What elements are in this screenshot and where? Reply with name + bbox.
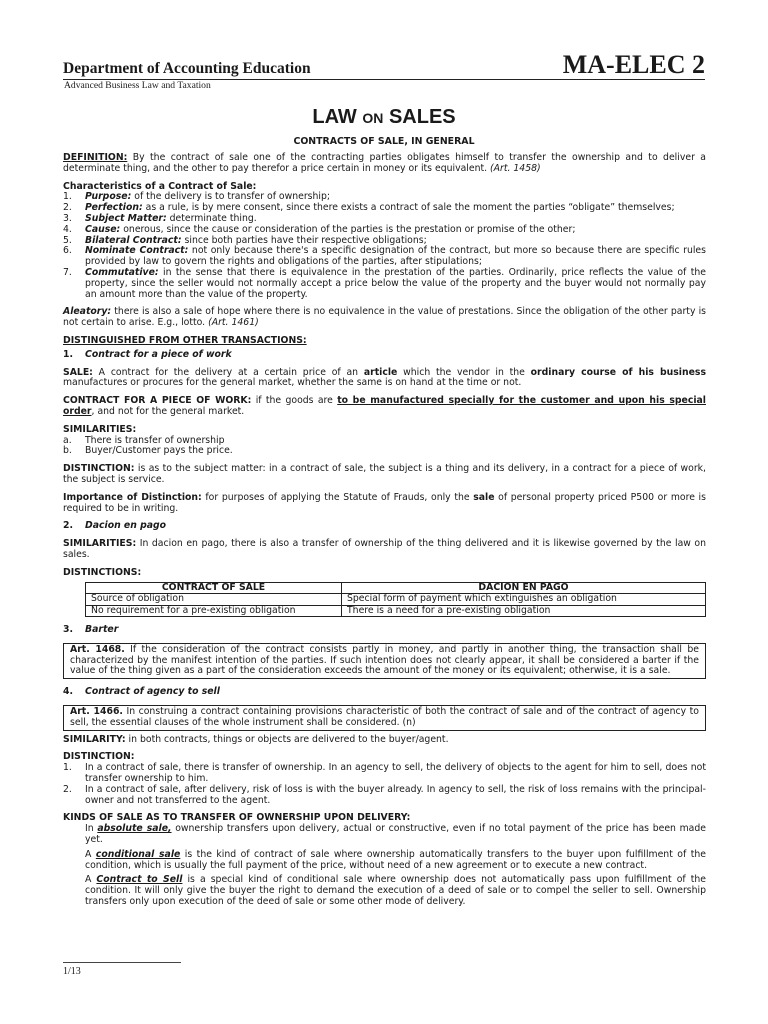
item-number: 2. (63, 202, 72, 214)
item-text: There is transfer of ownership (85, 434, 225, 446)
item-text: since both parties have their respective obligations; (181, 234, 427, 246)
distinction-paragraph (63, 464, 706, 486)
section-3-heading (63, 625, 706, 636)
aleatory-paragraph (63, 307, 706, 329)
document-body (63, 153, 706, 915)
section-2-heading (63, 521, 706, 532)
item-number: 1. (63, 762, 72, 774)
piece-of-work-definition (63, 396, 706, 418)
section-number: 3. (63, 624, 74, 635)
text: is as to the subject matter: in a contract of sale, the subject is a thing and its delivery, in a contract for a piece of work, the subject is service. (63, 463, 706, 485)
list-item (63, 246, 706, 268)
comparison-table (85, 582, 706, 618)
piece-of-work-label: CONTRACT FOR A PIECE OF WORK: (63, 395, 252, 407)
characteristics-heading: Characteristics of a Contract of Sale: (63, 180, 257, 192)
distinctions-heading: DISTINCTIONS: (63, 566, 142, 578)
item-label: Perfection: (85, 202, 143, 214)
term: absolute sale, (97, 823, 172, 835)
article-label: Art. 1468. (70, 643, 125, 655)
term: Contract to Sell (96, 874, 183, 886)
table-cell: No requirement for a pre-existing obligation (86, 605, 342, 617)
text: , and not for the general market. (91, 405, 245, 417)
text: manufactures or procures for the general market, whether the same is on hand at the time or not. (63, 377, 522, 389)
sale-label: SALE: (63, 366, 93, 378)
item-text: onerous, since the cause or consideration of the parties is the prestation or promise of the other; (120, 223, 576, 235)
item-label: Cause: (85, 223, 121, 235)
item-number: 7. (63, 266, 72, 278)
text: A (85, 848, 96, 860)
similarities-heading: SIMILARITIES: (63, 423, 137, 435)
text: In dacion en pago, there is also a transfer of ownership of the thing delivered and it is likewise governed by the law on sales. (63, 538, 706, 560)
text: is the kind of contract of sale where ownership automatically transfers to the buyer upon fulfillment of the condition, which is usually the full payment of the price, without need of a new agreement or to execute a new contract. (85, 848, 706, 871)
item-label: Subject Matter: (85, 212, 167, 224)
table-cell: There is a need for a pre-existing obligation (342, 605, 706, 617)
item-number: 4. (63, 223, 72, 235)
item-text: in the sense that there is equivalence in the prestation of the parties. Ordinarily, price reflects the value of the property, since the seller would not normally accept a price below the value of the property and the buyer would not normally pay an amount more than the value of the property. (85, 266, 706, 300)
text: A (85, 874, 97, 886)
department-heading: Department of Accounting Education (63, 60, 311, 77)
item-number: 3. (63, 212, 72, 224)
distinction-heading: DISTINCTION: (63, 751, 135, 763)
table-row (86, 594, 706, 606)
definition-paragraph (63, 153, 706, 175)
document-title (0, 106, 768, 129)
item-text: In a contract of sale, after delivery, risk of loss is with the buyer already. In agency to sell, the risk of loss remains with the principal-owner and not transferred to the agent. (85, 783, 706, 806)
section-number: 2. (63, 520, 74, 532)
item-label: Commutative: (85, 266, 159, 278)
list-item (63, 446, 706, 457)
article-1468-box (63, 643, 706, 679)
definition-text: By the contract of sale one of the contracting parties obligates himself to transfer the ownership and to deliver a determinate thing, and the other to pay therefor a price certain in money or its equivalent. (63, 152, 706, 174)
conditional-sale-paragraph (63, 850, 706, 872)
aleatory-ref: (Art. 1461) (208, 317, 259, 329)
characteristics-list (63, 192, 706, 300)
text: A contract for the delivery at a certain price of an (92, 366, 364, 378)
importance-label: Importance of Distinction: (63, 491, 202, 503)
article-1466-box (63, 705, 706, 731)
item-label: Bilateral Contract: (85, 234, 182, 246)
article-text: If the consideration of the contract consists partly in money, and partly in another thing, the transaction shall be characterized by the manifest intention of the parties. If such intention does not clearly appear, it shall be considered a barter if the value of the thing given as a part of the consideration exceeds the amount of the money or its equivalent; otherwise, it is a sale. (70, 643, 699, 677)
article-text: In construing a contract containing provisions characteristic of both the contract of sale and of the contract of agency to sell, the essential clauses of the whole instrument shall be considered. (n) (70, 705, 699, 728)
importance-paragraph (63, 493, 706, 515)
section-4-heading (63, 687, 706, 698)
text: ownership transfers upon delivery, actual or constructive, even if no total payment of the price has been made yet. (85, 823, 706, 845)
item-number: 1. (63, 191, 72, 203)
title-part-law: LAW (312, 106, 357, 128)
list-item (63, 763, 706, 785)
distinguished-heading: DISTINGUISHED FROM OTHER TRANSACTIONS: (63, 334, 307, 346)
section-1-heading (63, 350, 706, 361)
section-title: Contract for a piece of work (85, 348, 232, 360)
article-label: Art. 1466. (70, 705, 123, 717)
footer-rule (63, 962, 181, 963)
text: is a special kind of conditional sale where ownership does not automatically pass upon fulfillment of the condition. It will only give the buyer the right to demand the execution of a deed of sale or to compel the seller to sell. Ownership transfers only upon execution of the deed of sale or some other mode of delivery. (85, 874, 706, 907)
text: which the vendor in the (397, 366, 531, 378)
item-number: b. (63, 445, 72, 457)
item-text: not only because there's a specific designation of the contract, but more so because there are specific rules provided by law to govern the rights and obligations of the parties, after stipulations; (85, 245, 706, 268)
document-subtitle: CONTRACTS OF SALE, IN GENERAL (293, 136, 475, 147)
item-number: 5. (63, 234, 72, 246)
item-text: as a rule, is by mere consent, since there exists a contract of sale the moment the parties “obligate” themselves; (142, 202, 675, 214)
section-title: Barter (85, 624, 119, 635)
table-cell: Special form of payment which extinguishes an obligation (342, 594, 706, 606)
definition-label: DEFINITION: (63, 152, 128, 163)
list-item (63, 268, 706, 300)
text: of personal property priced P500 or more is required to be in writing. (63, 491, 706, 514)
similarities-list (63, 436, 706, 458)
term: conditional sale (95, 848, 181, 860)
item-label: Nominate Contract: (85, 245, 189, 257)
absolute-sale-paragraph (63, 824, 706, 846)
list-item (63, 785, 706, 807)
emphasis: ordinary course of his business (530, 366, 706, 378)
table-cell: Source of obligation (86, 594, 342, 606)
text: for purposes of applying the Statute of Frauds, only the (201, 491, 474, 503)
definition-ref: (Art. 1458) (490, 162, 541, 174)
section-title: Dacion en pago (85, 520, 167, 532)
page-number: 1/13 (63, 966, 81, 977)
column-header: CONTRACT OF SALE (86, 582, 342, 594)
similarity-label: SIMILARITY: (63, 733, 126, 745)
title-part-on: ON (362, 110, 384, 126)
item-number: 2. (63, 783, 72, 795)
item-text: Buyer/Customer pays the price. (85, 445, 233, 457)
dacion-similarities (63, 539, 706, 561)
agency-similarity (63, 735, 706, 746)
course-code: MA-ELEC 2 (562, 50, 705, 79)
subject-name: Advanced Business Law and Taxation (64, 80, 211, 91)
text: in both contracts, things or objects are delivered to the buyer/agent. (125, 733, 449, 745)
item-text: determinate thing. (166, 212, 257, 224)
title-part-sales: SALES (388, 106, 456, 128)
section-title: Contract of agency to sell (85, 686, 220, 698)
item-text: In a contract of sale, there is transfer of ownership. In an agency to sell, the delivery of objects to the agent for him to sell, does not transfer ownership to him. (85, 762, 706, 784)
item-number: a. (63, 434, 72, 446)
kinds-heading: KINDS OF SALE AS TO TRANSFER OF OWNERSHIP UPON DELIVERY: (63, 812, 411, 824)
sale-definition (63, 368, 706, 390)
emphasis: sale (473, 491, 495, 503)
aleatory-label: Aleatory: (63, 306, 112, 318)
distinction-label: DISTINCTION: (63, 463, 135, 475)
table-header-row (86, 582, 706, 594)
text: if the goods are (251, 395, 338, 407)
column-header: DACION EN PAGO (342, 582, 706, 594)
section-number: 4. (63, 686, 74, 698)
similarities-label: SIMILARITIES: (63, 538, 137, 550)
agency-distinctions-list (63, 763, 706, 806)
aleatory-text: there is also a sale of hope where there is no equivalence in the value of prestations. Since the obligation of the other party is not certain to arise. E.g., lotto. (63, 306, 706, 329)
emphasis: to be manufactured specially for the customer and upon his special order (63, 395, 706, 417)
table-row (86, 605, 706, 617)
section-number: 1. (63, 348, 74, 360)
emphasis: article (363, 366, 398, 378)
text: In (85, 823, 98, 835)
item-number: 6. (63, 245, 72, 257)
item-label: Purpose: (85, 191, 132, 203)
contract-to-sell-paragraph (63, 875, 706, 907)
item-text: of the delivery is to transfer of ownership; (131, 191, 331, 203)
